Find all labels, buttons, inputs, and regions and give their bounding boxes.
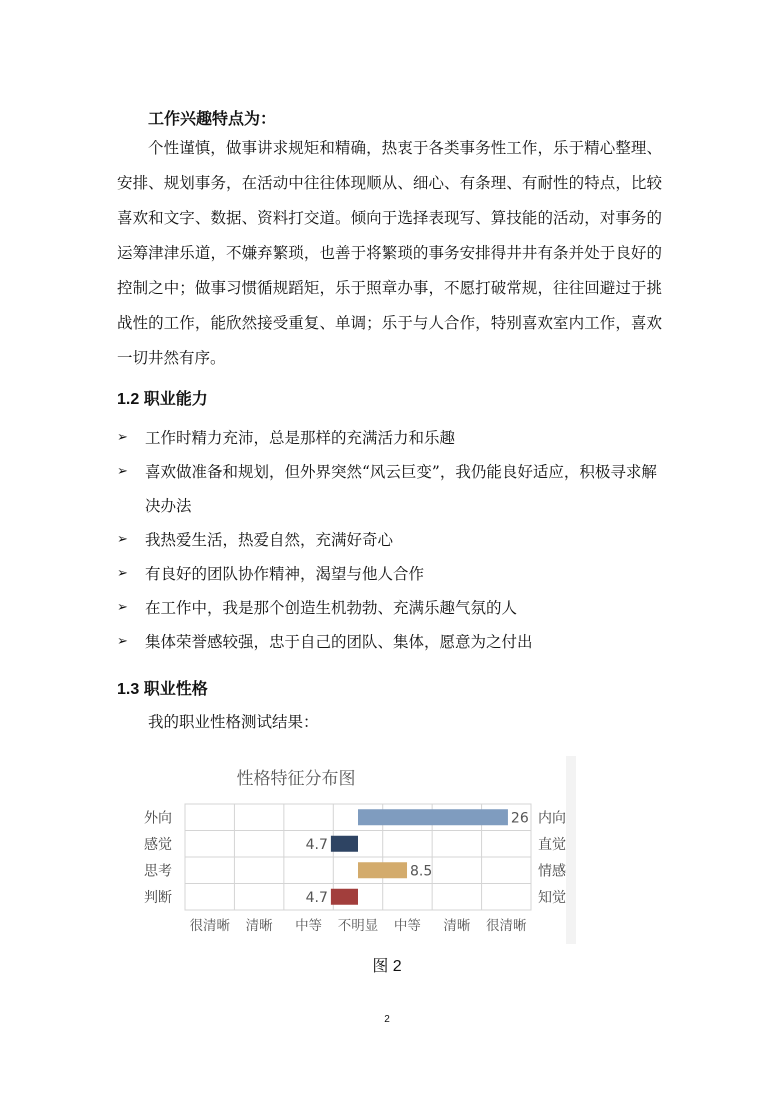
arrow-bullet-icon: ➢: [117, 634, 128, 649]
x-tick-label: 中等: [295, 918, 323, 934]
x-tick-label: 清晰: [443, 918, 471, 934]
x-tick-label: 中等: [393, 918, 421, 934]
personality-chart: [136, 756, 576, 944]
figure-caption: 图 2: [372, 958, 402, 975]
bar-3: [358, 862, 407, 878]
bar-value-label: 4.7: [305, 836, 328, 853]
bar-4: [331, 889, 358, 905]
bar-2: [331, 836, 358, 852]
left-trait-label: 外向: [144, 810, 172, 827]
arrow-bullet-icon: ➢: [117, 430, 128, 445]
arrow-bullet-icon: ➢: [117, 600, 128, 615]
arrow-bullet-icon: ➢: [117, 464, 128, 479]
ability-item: ➢ 喜欢做准备和规划，但外界突然“风云巨变”，我仍能良好适应，积极寻求解决办法: [117, 455, 662, 523]
x-tick-label: 很清晰: [189, 918, 230, 934]
ability-item: ➢ 有良好的团队协作精神，渴望与他人合作: [117, 557, 662, 591]
bar-value-label: 8.5: [410, 863, 433, 880]
x-tick-label: 清晰: [245, 918, 273, 934]
personality-intro: 我的职业性格测试结果：: [148, 713, 319, 731]
section-ability-title: 1.2 职业能力: [117, 391, 208, 408]
interest-paragraph: 个性谨慎，做事讲求规矩和精确，热衷于各类事务性工作，乐于精心整理、安排、规划事务，在活动中往往体现顺从、细心、有条理、有耐性的特点，比较喜欢和文字、数据、资料打交道。倾向于选择表现写、算技能的活动，对事务的运筹津津乐道，不嫌弃繁琐，也善于将繁琐的事务安排得井井有条并处于良好的控制之中；做事习惯循规蹈矩，乐于照章办事，不愿打破常规，往往回避过于挑战性的工作，能欣然接受重复、单调；乐于与人合作，特别喜欢室内工作，喜欢一切井然有序。: [117, 139, 662, 367]
bar-value-label: 26: [510, 810, 529, 827]
arrow-bullet-icon: ➢: [117, 532, 128, 547]
page-number: 2: [384, 1014, 390, 1025]
chart-side-shade: [566, 756, 576, 944]
ability-item: ➢ 工作时精力充沛，总是那样的充满活力和乐趣: [117, 421, 662, 455]
bar-1: [358, 809, 508, 825]
ability-item: ➢ 集体荣誉感较强，忠于自己的团队、集体，愿意为之付出: [117, 625, 662, 659]
arrow-bullet-icon: ➢: [117, 566, 128, 581]
ability-list: [117, 421, 662, 659]
interest-heading: 工作兴趣特点为：: [148, 109, 277, 128]
right-trait-label: 内向: [538, 810, 566, 827]
x-tick-label: 很清晰: [486, 918, 527, 934]
left-trait-label: 思考: [144, 863, 172, 880]
x-tick-label: 不明显: [337, 918, 379, 934]
section-personality-title: 1.3 职业性格: [117, 681, 208, 698]
ability-item: ➢ 我热爱生活，热爱自然，充满好奇心: [117, 523, 662, 557]
left-trait-label: 感觉: [144, 836, 172, 853]
right-trait-label: 直觉: [538, 836, 566, 853]
right-trait-label: 知觉: [538, 889, 566, 906]
chart-title: 性格特征分布图: [236, 769, 356, 789]
right-trait-label: 情感: [538, 863, 566, 880]
left-trait-label: 判断: [144, 889, 172, 906]
chart-labels: [144, 809, 566, 934]
bar-value-label: 4.7: [305, 889, 328, 906]
ability-item: ➢ 在工作中，我是那个创造生机勃勃、充满乐趣气氛的人: [117, 591, 662, 625]
